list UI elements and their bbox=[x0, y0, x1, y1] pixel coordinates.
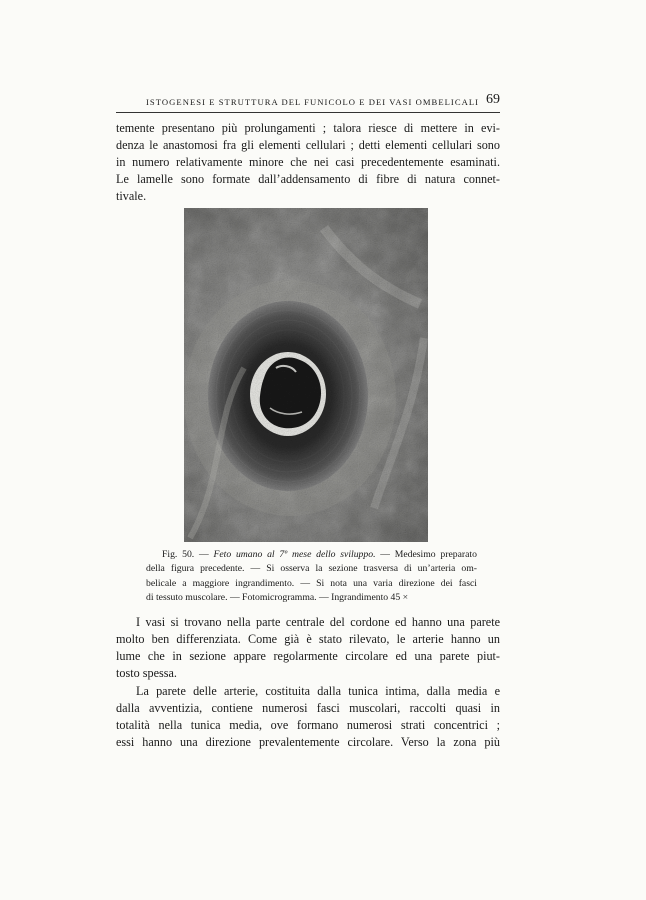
text-line: lume che in sezione appare regolarmente circolare ed una parete piut- bbox=[116, 649, 500, 664]
paragraph-top bbox=[116, 120, 500, 205]
micrograph-image bbox=[184, 208, 428, 542]
text-line: tosto spessa. bbox=[116, 666, 177, 681]
text-line: I vasi si trovano nella parte centrale del cordone ed hanno una parete bbox=[136, 615, 500, 629]
text-line: La parete delle arterie, costituita dalla tunica intima, dalla media e bbox=[136, 684, 500, 698]
paragraph-middle bbox=[116, 614, 500, 682]
text-line: molto ben differenziata. Come già è stato rilevato, le arterie hanno un bbox=[116, 632, 500, 647]
text-line: tivale. bbox=[116, 189, 147, 204]
text-line: Le lamelle sono formate dall’addensamento di fibre di natura connet- bbox=[116, 172, 500, 187]
text-line: essi hanno una direzione prevalentemente circolare. Verso la zona più bbox=[116, 735, 500, 750]
caption-line: della figura precedente. — Si osserva la sezione trasversa di un’arteria om- bbox=[146, 563, 477, 575]
running-title: ISTOGENESI E STRUTTURA DEL FUNICOLO E DEI VASI OMBELICALI bbox=[146, 97, 480, 107]
caption-line: belicale a maggiore ingrandimento. — Si nota una varia direzione dei fasci bbox=[146, 577, 477, 589]
caption-line: di tessuto muscolare. — Fotomicrogramma. — Ingrandimento 45 × bbox=[146, 591, 409, 603]
figure-micrograph bbox=[184, 208, 428, 542]
running-head bbox=[116, 92, 500, 113]
text-line: denza le anastomosi fra gli elementi cellulari ; detti elementi cellulari sono bbox=[116, 138, 500, 153]
figure-caption bbox=[146, 548, 477, 605]
caption-title: Feto umano al 7º mese dello sviluppo. bbox=[213, 549, 376, 560]
caption-line-first bbox=[146, 548, 477, 562]
text-line: dalla avventizia, contiene numerosi fasci muscolari, raccolti quasi in bbox=[116, 701, 500, 716]
caption-text: — Medesimo preparato bbox=[380, 549, 477, 560]
caption-label: Fig. 50. — bbox=[162, 549, 209, 560]
text-line: in numero relativamente minore che nei casi precedentemente esaminati. bbox=[116, 155, 500, 170]
text-line: totalità nella tunica media, ove formano numerosi strati concentrici ; bbox=[116, 718, 500, 733]
page-number: 69 bbox=[486, 92, 500, 107]
text-line: temente presentano più prolungamenti ; talora riesce di mettere in evi- bbox=[116, 121, 500, 135]
paragraph-bottom bbox=[116, 683, 500, 751]
